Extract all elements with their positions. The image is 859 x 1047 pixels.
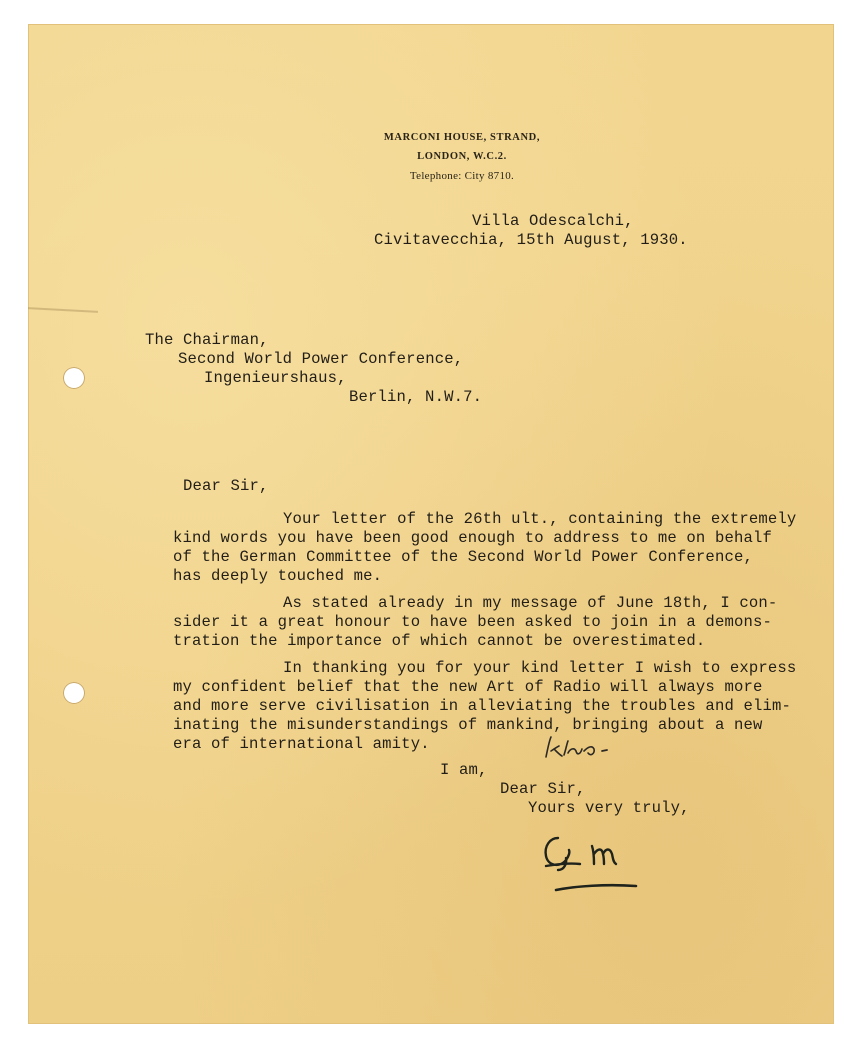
paragraph3-line3: and more serve civilisation in alleviating the troubles and elim- [173, 697, 792, 715]
place-line: Villa Odescalchi, [472, 212, 634, 230]
punch-hole-bottom [63, 682, 85, 704]
closing-dear-sir: Dear Sir, [500, 780, 586, 798]
paragraph2-line1: As stated already in my message of June 18th, I con- [283, 594, 778, 612]
recipient-title: The Chairman, [145, 331, 269, 349]
paragraph3-line5: era of international amity. [173, 735, 430, 753]
letter-paper [28, 24, 834, 1024]
handwritten-signature [536, 824, 656, 904]
paragraph3-line2: my confident belief that the new Art of Radio will always more [173, 678, 763, 696]
paragraph3-line4: inating the misunderstandings of mankind, bringing about a new [173, 716, 763, 734]
punch-hole-top [63, 367, 85, 389]
letterhead-telephone: Telephone: City 8710. [409, 170, 515, 182]
recipient-city: Berlin, N.W.7. [349, 388, 483, 406]
paragraph1-line4: has deeply touched me. [173, 567, 383, 585]
letterhead-city: LONDON, W.C.2. [417, 151, 507, 162]
date-line: Civitavecchia, 15th August, 1930. [374, 231, 688, 249]
paragraph2-line2: sider it a great honour to have been asked to join in a demons- [173, 613, 772, 631]
closing-i-am: I am, [440, 761, 488, 779]
recipient-building: Ingenieurshaus, [204, 369, 347, 387]
handwritten-insertion-mark [540, 729, 630, 769]
paper-crease [28, 307, 98, 313]
paragraph3-line1: In thanking you for your kind letter I wish to express [283, 659, 797, 677]
closing-yours-truly: Yours very truly, [528, 799, 690, 817]
paragraph2-line3: tration the importance of which cannot be overestimated. [173, 632, 706, 650]
recipient-organization: Second World Power Conference, [178, 350, 464, 368]
salutation: Dear Sir, [183, 477, 269, 495]
paragraph1-line2: kind words you have been good enough to address to me on behalf [173, 529, 772, 547]
paragraph1-line3: of the German Committee of the Second World Power Conference, [173, 548, 753, 566]
letterhead-address: MARCONI HOUSE, STRAND, [383, 132, 541, 143]
paragraph1-line1: Your letter of the 26th ult., containing the extremely [283, 510, 797, 528]
